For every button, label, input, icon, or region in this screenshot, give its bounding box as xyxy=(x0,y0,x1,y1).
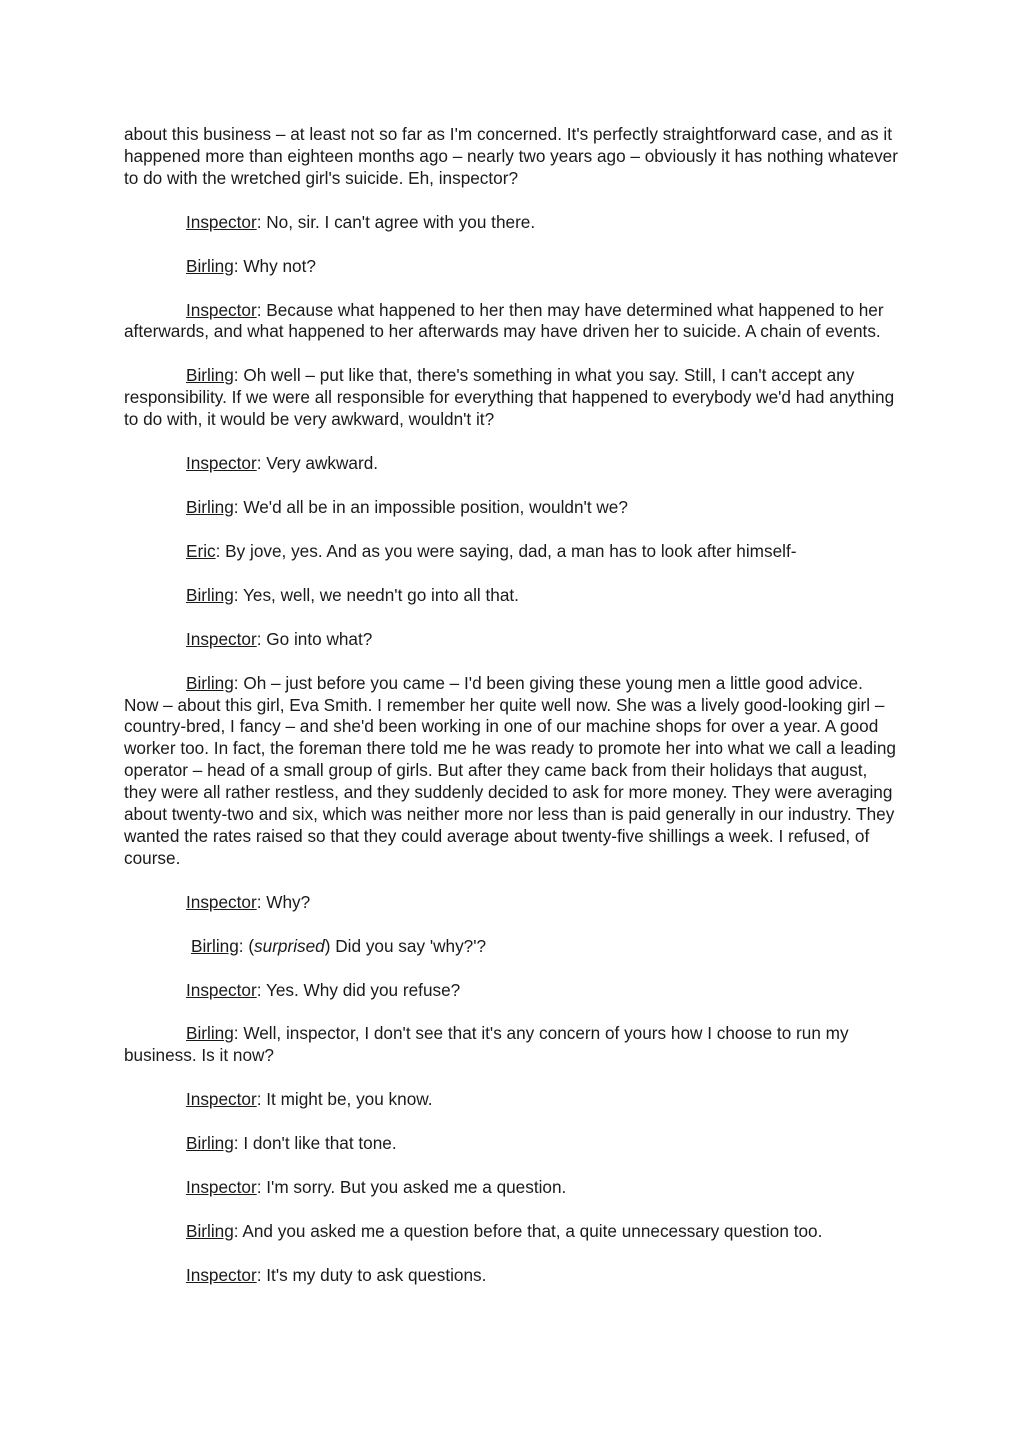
speaker-separator: : xyxy=(256,628,267,649)
line-text: Very awkward. xyxy=(266,453,379,474)
speaker-separator: : xyxy=(233,255,244,276)
speaker-name: Inspector xyxy=(186,1264,257,1285)
dialogue-line xyxy=(124,585,902,607)
stage-direction: surprised xyxy=(254,935,325,956)
speaker-separator: : ( xyxy=(238,935,255,956)
speaker-separator: : xyxy=(256,1264,267,1285)
speaker-name: Birling xyxy=(186,1221,234,1241)
dialogue-line xyxy=(124,1221,902,1243)
dialogue-line xyxy=(124,1177,902,1199)
line-text: Oh – just before you came – I'd been giving these young men a little good advice. Now – about this girl, Eva Smith. I remember her quite well now. She was a lively good-looking girl – country-bred, I fancy – and she'd been working in one of our machine shops for over a year. A good worker too. In fact, the foreman there told me he was ready to promote her into what we call a leading operator – head of a small group of girls. But after they came back from their holidays that august, they were all rather restless, and they suddenly decided to ask for more money. They were averaging about twenty-two and six, which was neither more nor less than is paid generally in our industry. They wanted the rates raised so that they could average about twenty-five shillings a week. I refused, of course. xyxy=(124,672,896,868)
speaker-name: Inspector xyxy=(186,979,257,1000)
speaker-name: Inspector xyxy=(186,453,257,474)
line-text: It might be, you know. xyxy=(266,1089,433,1110)
dialogue-list xyxy=(124,212,902,1287)
dialogue-line xyxy=(124,497,902,519)
speaker-name: Birling xyxy=(186,584,234,605)
line-text: I don't like that tone. xyxy=(243,1133,397,1154)
line-text: By jove, yes. And as you were saying, dad, a man has to look after himself- xyxy=(225,540,797,561)
speaker-separator: : xyxy=(256,891,267,912)
line-text: No, sir. I can't agree with you there. xyxy=(266,211,536,232)
dialogue-line xyxy=(124,256,902,278)
dialogue-line xyxy=(124,212,902,234)
speaker-name: Inspector xyxy=(186,1177,257,1198)
opening-paragraph: about this business – at least not so far as I'm concerned. It's perfectly straightforward case, and as it happened more than eighteen months ago – nearly two years ago – obviously it has nothing whatever to do with the wretched girl's suicide. Eh, inspector? xyxy=(124,124,898,188)
dialogue-line xyxy=(124,936,902,958)
speaker-separator: : xyxy=(233,496,244,517)
speaker-name: Birling xyxy=(186,672,234,693)
speaker-name: Eric xyxy=(186,540,216,561)
dialogue-line xyxy=(124,1133,902,1155)
line-text: Well, inspector, I don't see that it's any concern of yours how I choose to run my business. Is it now? xyxy=(124,1023,849,1066)
line-text: And you asked me a question before that, a quite unnecessary question too. xyxy=(242,1221,823,1241)
line-text: Yes, well, we needn't go into all that. xyxy=(243,584,519,605)
speaker-separator: : xyxy=(233,1221,243,1241)
speaker-separator: : xyxy=(233,672,244,693)
speaker-name: Inspector xyxy=(186,1089,257,1110)
speaker-separator: : xyxy=(256,1177,267,1198)
speaker-separator: : xyxy=(256,299,267,320)
dialogue-line xyxy=(124,1265,902,1287)
dialogue-line xyxy=(124,1089,902,1111)
dialogue-line xyxy=(124,365,902,431)
line-text: Go into what? xyxy=(266,628,373,649)
speaker-name: Inspector xyxy=(186,211,257,232)
dialogue-line xyxy=(124,300,902,344)
dialogue-line xyxy=(124,673,902,870)
speaker-separator: : xyxy=(233,584,244,605)
speaker-name: Birling xyxy=(186,496,234,517)
speaker-name: Birling xyxy=(186,255,234,276)
speaker-separator: : xyxy=(256,453,267,474)
speaker-separator: : xyxy=(256,979,266,1000)
line-text: Oh well – put like that, there's something in what you say. Still, I can't accept any responsibility. If we were all responsible for everything that happened to everybody we'd had anything to do with, it would be very awkward, wouldn't it? xyxy=(124,365,895,430)
dialogue-line xyxy=(124,892,902,914)
line-text: Why not? xyxy=(243,255,316,276)
dialogue-line xyxy=(124,453,902,475)
speaker-name: Birling xyxy=(186,1133,234,1154)
dialogue-line xyxy=(124,541,902,563)
speaker-separator: : xyxy=(233,1133,244,1154)
dialogue-line xyxy=(124,980,902,1002)
speaker-separator: : xyxy=(233,365,244,386)
line-text: It's my duty to ask questions. xyxy=(266,1264,487,1285)
speaker-separator: : xyxy=(215,540,226,561)
speaker-name: Birling xyxy=(186,1023,234,1044)
speaker-separator: : xyxy=(256,211,267,232)
speaker-separator: : xyxy=(233,1023,244,1044)
speaker-name: Birling xyxy=(191,935,239,956)
dialogue-line xyxy=(124,1023,902,1067)
speaker-name: Birling xyxy=(186,365,234,386)
line-text: We'd all be in an impossible position, wouldn't we? xyxy=(243,496,628,517)
line-text: ) Did you say 'why?'? xyxy=(324,935,487,956)
line-text: Yes. Why did you refuse? xyxy=(265,979,461,1000)
line-text: Why? xyxy=(266,891,311,912)
speaker-separator: : xyxy=(256,1089,267,1110)
dialogue-line xyxy=(124,629,902,651)
speaker-name: Inspector xyxy=(186,299,257,320)
script-page xyxy=(124,124,902,1309)
line-text: Because what happened to her then may have determined what happened to her afterwards, and what happened to her afterwards may have driven her to suicide. A chain of events. xyxy=(124,299,884,342)
speaker-name: Inspector xyxy=(186,628,257,649)
line-text: I'm sorry. But you asked me a question. xyxy=(266,1177,567,1198)
speaker-name: Inspector xyxy=(186,891,257,912)
